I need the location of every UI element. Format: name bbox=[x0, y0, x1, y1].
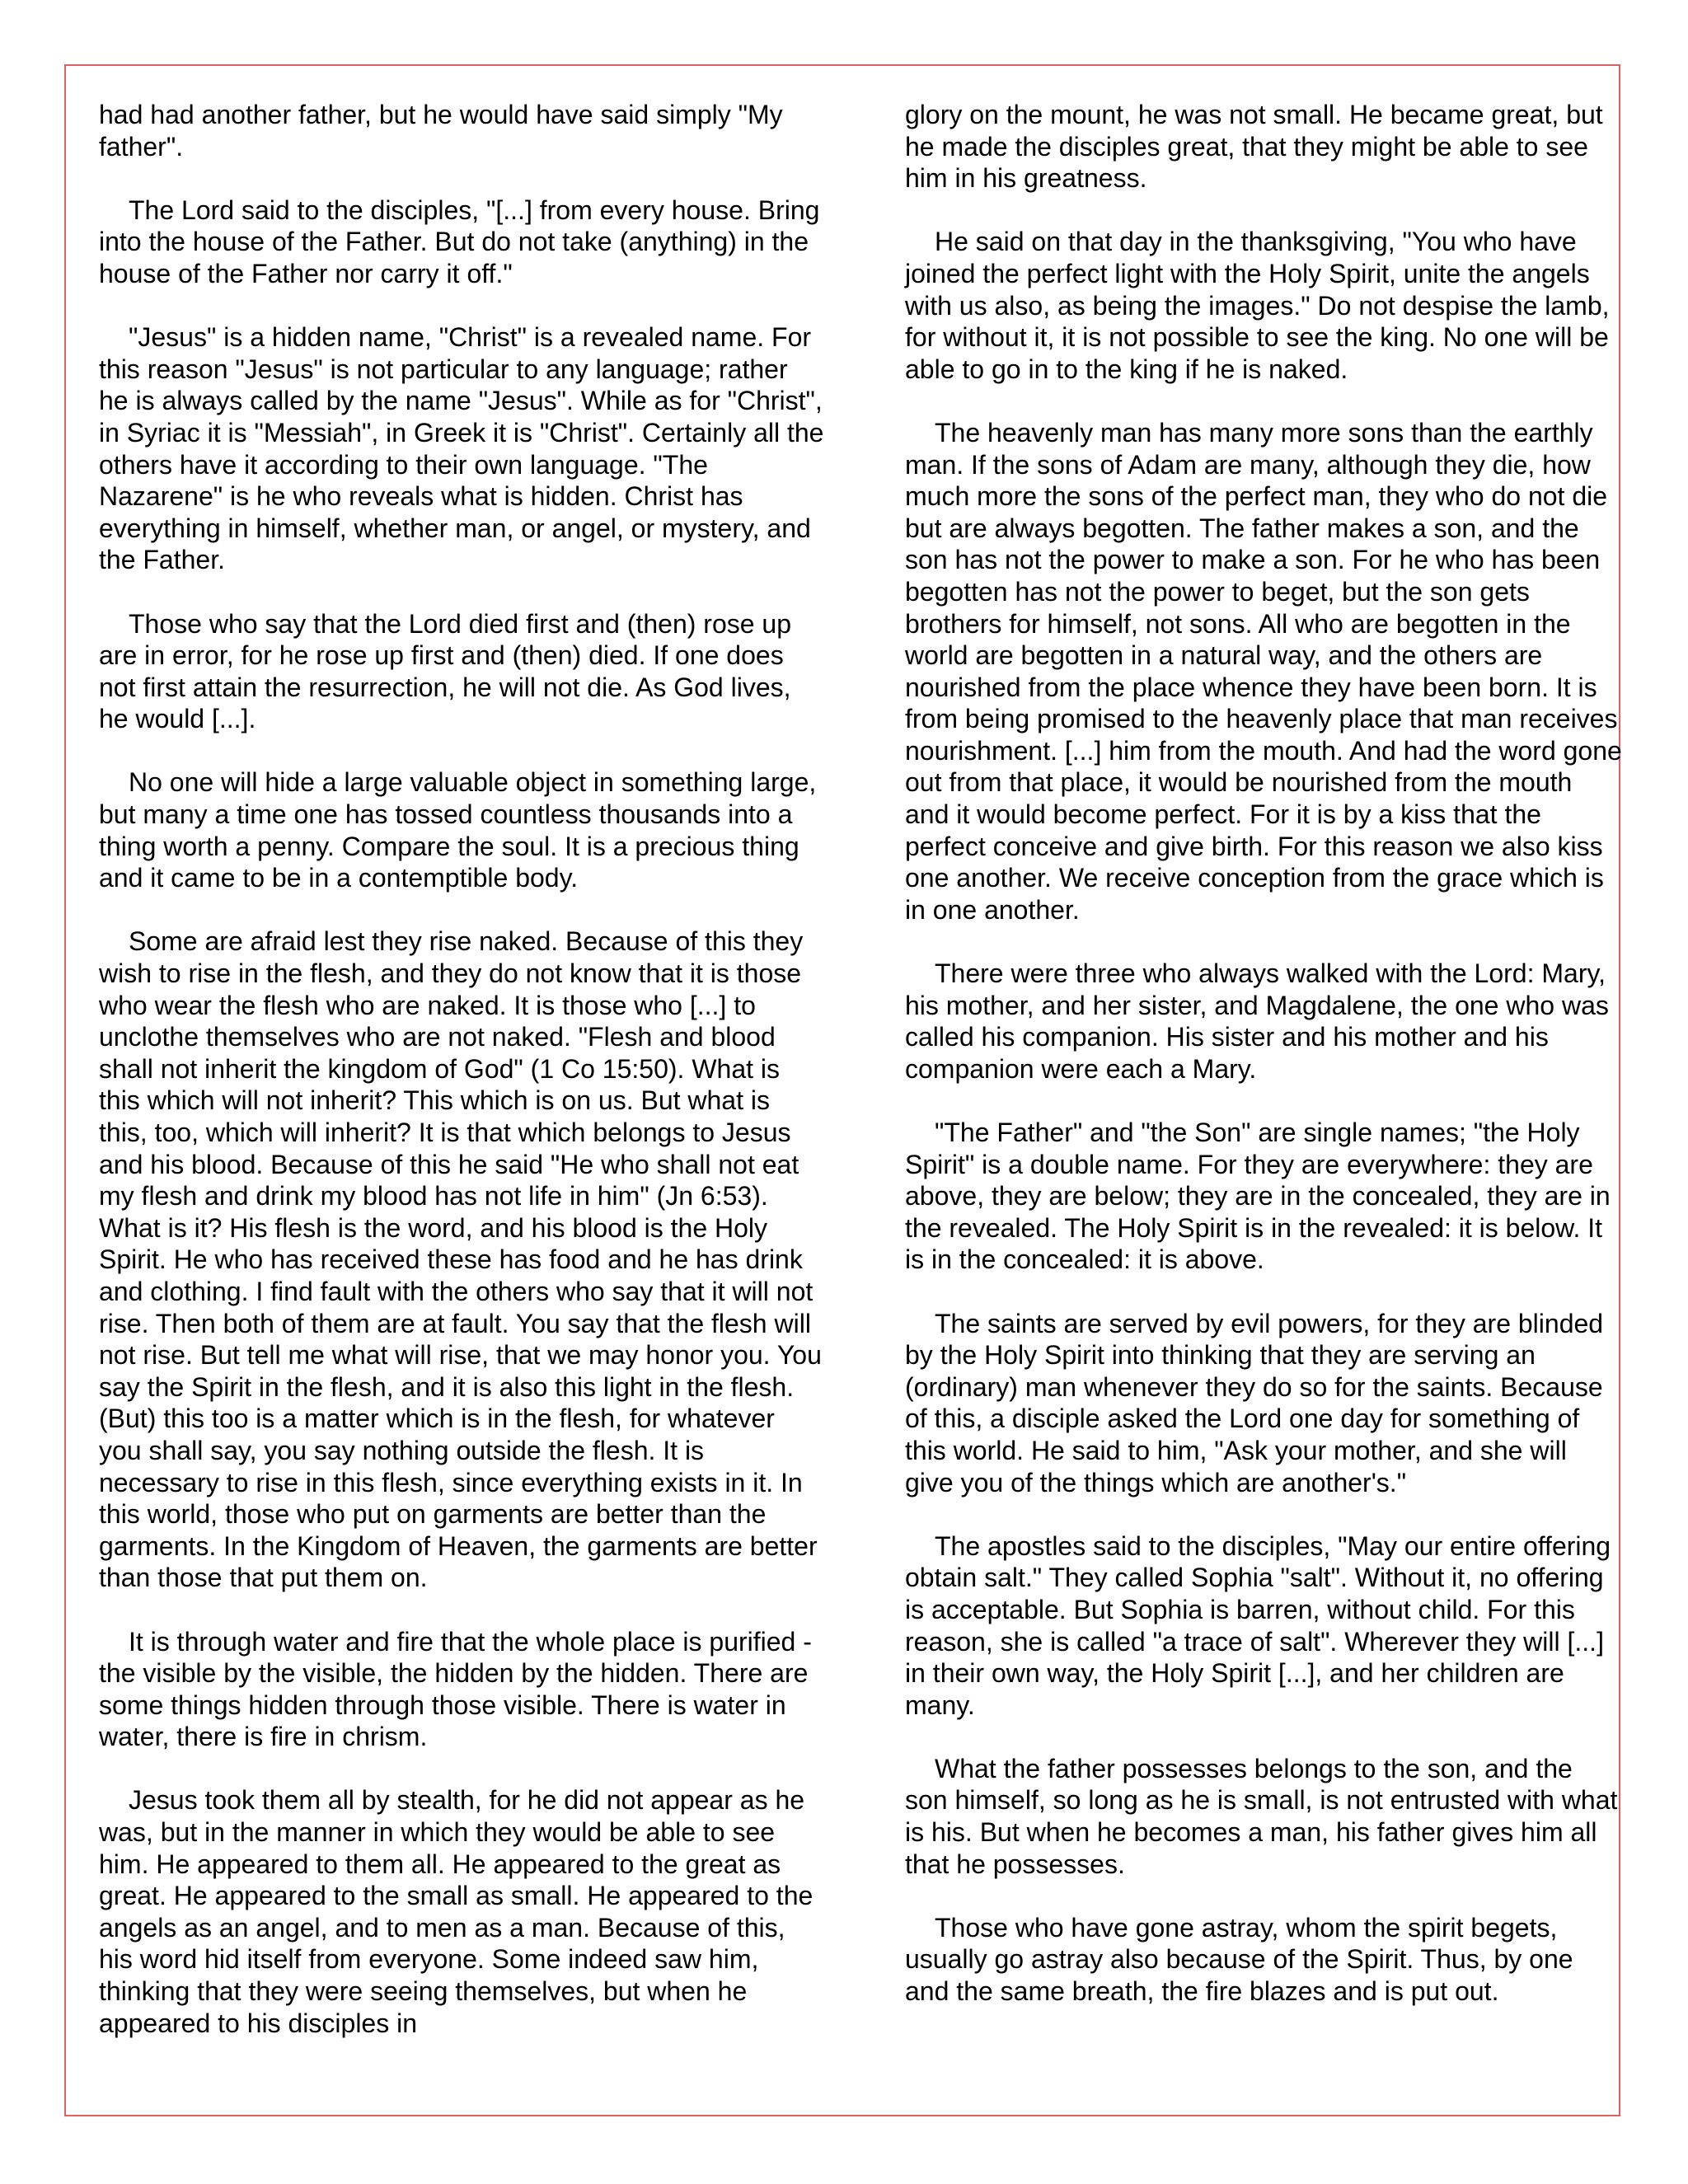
paragraph: glory on the mount, he was not small. He became great, but he made the disciples great, that they might be able to see him in his greatness. bbox=[905, 100, 1603, 194]
paragraph: There were three who always walked with the Lord: Mary, his mother, and her sister, and Magdalene, the one who was called his companion. His sister and his mother and his companion were each a Mary. bbox=[905, 958, 1609, 1084]
paragraph: It is through water and fire that the whole place is purified - the visible by the visible, the hidden by the hidden. There are some things hidden through those visible. There is water in water, there is fire in chrism. bbox=[99, 1626, 812, 1752]
paragraph: The saints are served by evil powers, for they are blinded by the Holy Spirit into thinking that they are serving an (ordinary) man whenever they do so for the saints. Because of this, a disciple asked the Lord one day for something of this world. He said to him, "Ask your mother, and she will give you of the things which are another's." bbox=[905, 1308, 1604, 1497]
paragraph: The apostles said to the disciples, "May our entire offering obtain salt." They called Sophia "salt". Without it, no offering is acceptable. But Sophia is barren, without child. For this reason, she is called "a trace of salt". Wherever they will [...] in their own way, the Holy Spirit [...], and her children are many. bbox=[905, 1530, 1611, 1720]
paragraph: Some are afraid lest they rise naked. Because of this they wish to rise in the flesh, and they do not know that it is those who wear the flesh who are naked. It is those who [...] to unclothe themselves who are not naked. "Flesh and blood shall not inherit the kingdom of God" (1 Co 15:50). What is this which will not inherit? This which is on us. But what is this, too, which will inherit? It is that which belongs to Jesus and his blood. Because of this he said "He who shall not eat my flesh and drink my blood has not life in him" (Jn 6:53). What is it? His flesh is the word, and his blood is the Holy Spirit. He who has received these has food and he has drink and clothing. I find fault with the others who say that it will not rise. Then both of them are at fault. You say that the flesh will not rise. But tell me what will rise, that we may honor you. You say the Spirit in the flesh, and it is also this light in the flesh. (But) this too is a matter which is in the flesh, for whatever you shall say, you say nothing outside the flesh. It is necessary to rise in this flesh, since everything exists in it. In this world, those who put on garments are better than the garments. In the Kingdom of Heaven, the garments are better than those that put them on. bbox=[99, 926, 822, 1593]
paragraph: What the father possesses belongs to the son, and the son himself, so long as he is small, is not entrusted with what is his. But when he becomes a man, his father gives him all that he possesses. bbox=[905, 1753, 1618, 1879]
right-column bbox=[905, 99, 1622, 2039]
paragraph: Those who have gone astray, whom the spirit begets, usually go astray also because of the Spirit. Thus, by one and the same breath, the fire blazes and is put out. bbox=[905, 1912, 1573, 2007]
paragraph: The heavenly man has many more sons than the earthly man. If the sons of Adam are many, although they die, how much more the sons of the perfect man, they who do not die but are always begotten. The father makes a son, and the son has not the power to make a son. For he who has been begotten has not the power to beget, but the son gets brothers for himself, not sons. All who are begotten in the world are begotten in a natural way, and the others are nourished from the place whence they have been born. It is from being promised to the heavenly place that man receives nourishment. [...] him from the mouth. And had the word gone out from that place, it would be nourished from the mouth and it would become perfect. For it is by a kiss that the perfect conceive and give birth. For this reason we also kiss one another. We receive conception from the grace which is in one another. bbox=[905, 417, 1622, 925]
paragraph: The Lord said to the disciples, "[...] from every house. Bring into the house of the Father. But do not take (anything) in the house of the Father nor carry it off." bbox=[99, 194, 820, 288]
paragraph: had had another father, but he would have said simply "My father". bbox=[99, 100, 783, 162]
paragraph: "The Father" and "the Son" are single names; "the Holy Spirit" is a double name. For they are everywhere: they are above, they are below; they are in the concealed, they are in the revealed. The Holy Spirit is in the revealed: it is below. It is in the concealed: it is above. bbox=[905, 1118, 1611, 1275]
paragraph: Jesus took them all by stealth, for he did not appear as he was, but in the manner in which they would be able to see him. He appeared to them all. He appeared to the great as great. He appeared to the small as small. He appeared to the angels as an angel, and to men as a man. Because of this, his word hid itself from everyone. Some indeed saw him, thinking that they were seeing themselves, but when he appeared to his disciples in bbox=[99, 1785, 814, 2038]
paragraph: No one will hide a large valuable object in something large, but many a time one has tossed countless thousands into a thing worth a penny. Compare the soul. It is a precious thing and it came to be in a contemptible body. bbox=[99, 767, 817, 893]
paragraph: Those who say that the Lord died first and (then) rose up are in error, for he rose up first and (then) died. If one does not first attain the resurrection, he will not die. As God lives, he would [...]. bbox=[99, 608, 792, 734]
left-column bbox=[99, 99, 824, 2071]
paragraph: "Jesus" is a hidden name, "Christ" is a revealed name. For this reason "Jesus" is not particular to any language; rather he is always called by the name "Jesus". While as for "Christ", in Syriac it is "Messiah", in Greek it is "Christ". Certainly all the others have it according to their own language. "The Nazarene" is he who reveals what is hidden. Christ has everything in himself, whether man, or angel, or mystery, and the Father. bbox=[99, 322, 824, 575]
paragraph: He said on that day in the thanksgiving, "You who have joined the perfect light with the Holy Spirit, unite the angels with us also, as being the images." Do not despise the lamb, for without it, it is not possible to see the king. No one will be able to go in to the king if he is naked. bbox=[905, 227, 1610, 384]
